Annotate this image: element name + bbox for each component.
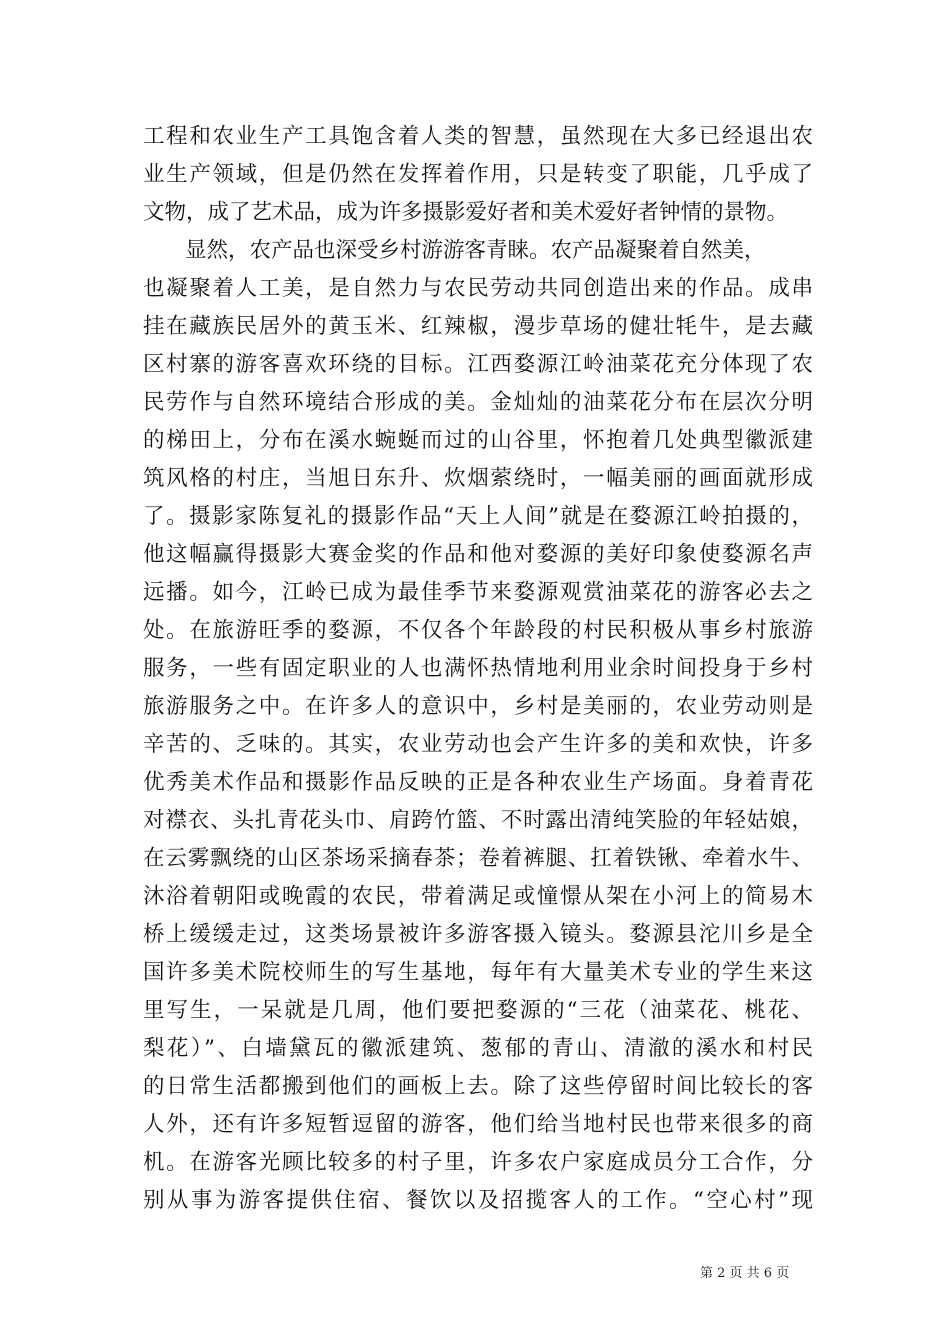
text-line: 旅游服务之中。在许多人的意识中，乡村是美丽的，农业劳动则是 — [143, 694, 813, 719]
text-line: 人外，还有许多短暂逗留的游客，他们给当地村民也带来很多的商 — [143, 1112, 813, 1137]
text-line: 工程和农业生产工具饱含着人类的智慧，虽然现在大多已经退出农 — [143, 124, 813, 149]
text-line: 梨花）”、白墙黛瓦的徽派建筑、葱郁的青山、清澈的溪水和村民 — [143, 1036, 813, 1061]
text-line: 挂在藏族民居外的黄玉米、红辣椒，漫步草场的健壮牦牛，是去藏 — [143, 314, 813, 339]
text-line: 对襟衣、头扎青花头巾、肩跨竹篮、不时露出清纯笑脸的年轻姑娘， — [143, 808, 813, 833]
text-line: 他这幅赢得摄影大赛金奖的作品和他对婺源的美好印象使婺源名声 — [143, 542, 813, 567]
text-line: 机。在游客光顾比较多的村子里，许多农户家庭成员分工合作，分 — [143, 1150, 813, 1175]
text-line: 了。摄影家陈复礼的摄影作品“天上人间”就是在婺源江岭拍摄的， — [143, 504, 813, 529]
text-line: 服务，一些有固定职业的人也满怀热情地利用业余时间投身于乡村 — [143, 656, 813, 681]
text-line: 业生产领域，但是仍然在发挥着作用，只是转变了职能，几乎成了 — [143, 162, 813, 187]
body-text — [143, 118, 813, 1220]
text-line: 筑风格的村庄，当旭日东升、炊烟萦绕时，一幅美丽的画面就形成 — [143, 466, 813, 491]
text-line: 远播。如今，江岭已成为最佳季节来婺源观赏油菜花的游客必去之 — [143, 580, 813, 605]
text-line: 的梯田上，分布在溪水蜿蜒而过的山谷里，怀抱着几处典型徽派建 — [143, 428, 813, 453]
text-line: 在云雾飘绕的山区茶场采摘春茶；卷着裤腿、扛着铁锹、牵着水牛、 — [143, 846, 813, 871]
text-line: 国许多美术院校师生的写生基地，每年有大量美术专业的学生来这 — [143, 960, 813, 985]
text-line: 区村寨的游客喜欢环绕的目标。江西婺源江岭油菜花充分体现了农 — [143, 352, 813, 377]
text-line: 的日常生活都搬到他们的画板上去。除了这些停留时间比较长的客 — [143, 1074, 813, 1099]
text-line: 优秀美术作品和摄影作品反映的正是各种农业生产场面。身着青花 — [143, 770, 813, 795]
text-line: 处。在旅游旺季的婺源，不仅各个年龄段的村民积极从事乡村旅游 — [143, 618, 813, 643]
paragraph-start-line: 显然，农产品也深受乡村游游客青睐。农产品凝聚着自然美， — [185, 238, 766, 263]
text-line: 辛苦的、乏味的。其实，农业劳动也会产生许多的美和欢快，许多 — [143, 732, 813, 757]
text-line: 沐浴着朝阳或晚霞的农民，带着满足或憧憬从架在小河上的简易木 — [143, 884, 813, 909]
text-line: 桥上缓缓走过，这类场景被许多游客摄入镜头。婺源县沱川乡是全 — [143, 922, 813, 947]
text-line: 民劳作与自然环境结合形成的美。金灿灿的油菜花分布在层次分明 — [143, 390, 813, 415]
text-line: 别从事为游客提供住宿、餐饮以及招揽客人的工作。“空心村”现 — [143, 1188, 813, 1213]
text-line: 文物，成了艺术品，成为许多摄影爱好者和美术爱好者钟情的景物。 — [143, 200, 789, 225]
text-line: 也凝聚着人工美，是自然力与农民劳动共同创造出来的作品。成串 — [143, 276, 813, 301]
text-line: 里写生，一呆就是几周，他们要把婺源的“三花（油菜花、桃花、 — [143, 998, 813, 1023]
page-number-footer: 第 2 页 共 6 页 — [700, 1266, 790, 1281]
